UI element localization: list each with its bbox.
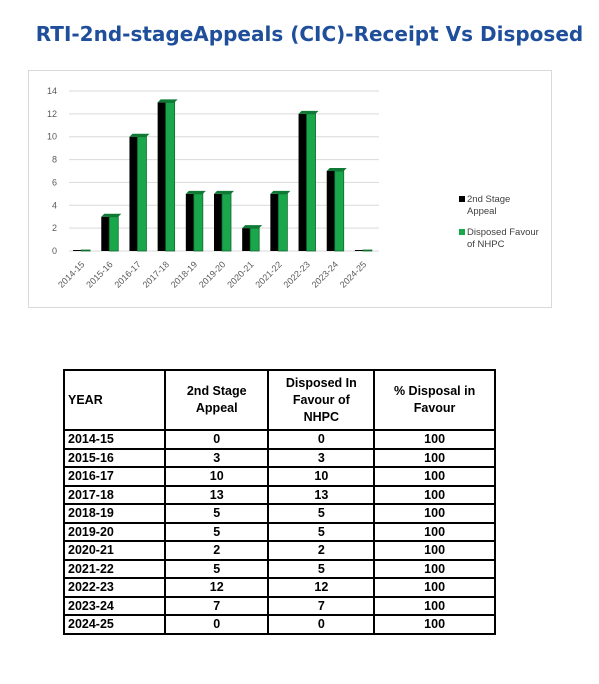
- cell-year: 2022-23: [64, 578, 165, 597]
- cell-value: 5: [165, 504, 268, 523]
- y-tick-label: 6: [51, 177, 57, 188]
- bar-top-cap: [242, 225, 262, 228]
- header-text-line: % Disposal in: [393, 384, 476, 398]
- table-row: [64, 615, 495, 634]
- header-text-line: NHPC: [303, 409, 340, 424]
- header-disposed: [268, 370, 374, 430]
- y-tick-label: 8: [51, 154, 57, 165]
- cell-value: 0: [165, 430, 268, 449]
- bar-series-1: [278, 194, 287, 251]
- cell-value: 5: [165, 523, 268, 542]
- table-header-row: [64, 370, 495, 430]
- bar-top-cap: [214, 191, 234, 194]
- cell-value: 13: [165, 486, 268, 505]
- bar-top-cap: [158, 99, 178, 102]
- table-row: [64, 504, 495, 523]
- x-tick-label: 2022-23: [281, 259, 312, 290]
- cell-value: 100: [374, 597, 495, 616]
- cell-value: 7: [165, 597, 268, 616]
- cell-year: 2020-21: [64, 541, 165, 560]
- bar-chart: [29, 71, 553, 309]
- x-tick-label: 2016-17: [112, 259, 143, 290]
- cell-value: 5: [268, 560, 374, 579]
- header-appeal: [165, 370, 268, 430]
- x-tick-label: 2014-15: [56, 259, 87, 290]
- x-tick-label: 2018-19: [168, 259, 200, 290]
- bar-top-cap: [327, 168, 347, 171]
- bar-top-cap: [270, 191, 290, 194]
- y-tick-label: 0: [51, 246, 57, 256]
- y-tick-label: 14: [46, 86, 57, 96]
- cell-year: 2021-22: [64, 560, 165, 579]
- cell-year: 2016-17: [64, 467, 165, 486]
- table-row: [64, 467, 495, 486]
- bar-top-cap: [101, 214, 121, 217]
- cell-value: 100: [374, 523, 495, 542]
- x-tick-label: 2024-25: [337, 259, 369, 290]
- cell-value: 5: [268, 504, 374, 523]
- table-row: [64, 449, 495, 468]
- bar-top-cap: [299, 111, 319, 114]
- table-row: [64, 541, 495, 560]
- bar-series-1: [250, 228, 259, 251]
- x-tick-label: 2023-24: [309, 259, 341, 290]
- bar-top-cap: [186, 191, 206, 194]
- cell-value: 2: [268, 541, 374, 560]
- x-tick-label: 2019-20: [196, 259, 228, 290]
- header-text-line: 2nd Stage: [186, 384, 247, 398]
- bar-series-1: [81, 250, 90, 251]
- header-text-line: Favour: [413, 401, 456, 415]
- cell-value: 0: [165, 615, 268, 634]
- page-title: RTI-2nd-stageAppeals (CIC)-Receipt Vs Disposed: [35, 22, 584, 46]
- legend-swatch: [459, 196, 465, 202]
- cell-year: 2015-16: [64, 449, 165, 468]
- cell-year: 2018-19: [64, 504, 165, 523]
- y-tick-label: 4: [51, 200, 57, 211]
- legend-label-line1: 2nd Stage: [467, 194, 511, 205]
- cell-year: 2023-24: [64, 597, 165, 616]
- legend-label-line2: of NHPC: [467, 239, 505, 250]
- cell-value: 3: [268, 449, 374, 468]
- cell-value: 100: [374, 578, 495, 597]
- bar-series-1: [109, 217, 118, 251]
- header-percent: [374, 370, 495, 430]
- cell-value: 100: [374, 449, 495, 468]
- cell-value: 12: [165, 578, 268, 597]
- cell-value: 0: [268, 430, 374, 449]
- cell-value: 100: [374, 615, 495, 634]
- chart-container: [28, 70, 552, 308]
- table-row: [64, 523, 495, 542]
- bar-series-1: [335, 171, 344, 251]
- table-row: [64, 486, 495, 505]
- cell-value: 100: [374, 560, 495, 579]
- table-body: [64, 430, 495, 634]
- cell-value: 12: [268, 578, 374, 597]
- bar-series-1: [363, 250, 372, 251]
- y-tick-label: 12: [46, 108, 57, 119]
- legend-label-line1: Disposed Favour: [467, 227, 539, 238]
- bar-series-1: [307, 114, 316, 251]
- bar-series-1: [166, 102, 175, 251]
- x-tick-label: 2015-16: [84, 259, 115, 290]
- legend-label-line2: Appeal: [467, 206, 497, 217]
- cell-value: 2: [165, 541, 268, 560]
- bar-series-1: [137, 137, 146, 251]
- header-text-line: Favour of: [292, 392, 350, 407]
- header-year: [64, 370, 165, 430]
- cell-value: 0: [268, 615, 374, 634]
- cell-value: 10: [268, 467, 374, 486]
- cell-value: 5: [268, 523, 374, 542]
- y-tick-label: 10: [46, 131, 57, 142]
- cell-value: 5: [165, 560, 268, 579]
- x-tick-label: 2020-21: [225, 259, 256, 290]
- cell-value: 100: [374, 504, 495, 523]
- cell-year: 2017-18: [64, 486, 165, 505]
- cell-year: 2024-25: [64, 615, 165, 634]
- cell-value: 100: [374, 430, 495, 449]
- cell-value: 13: [268, 486, 374, 505]
- header-text-line: Disposed In: [285, 375, 357, 390]
- x-tick-label: 2017-18: [140, 259, 172, 290]
- cell-value: 3: [165, 449, 268, 468]
- header-text-line: Appeal: [195, 401, 238, 415]
- bar-series-1: [222, 194, 231, 251]
- cell-value: 100: [374, 486, 495, 505]
- cell-value: 100: [374, 467, 495, 486]
- cell-value: 100: [374, 541, 495, 560]
- legend-swatch: [459, 229, 465, 235]
- table-row: [64, 597, 495, 616]
- table-row: [64, 578, 495, 597]
- bar-series-1: [194, 194, 203, 251]
- y-tick-label: 2: [51, 223, 57, 234]
- x-tick-label: 2021-22: [253, 259, 284, 290]
- table-row: [64, 430, 495, 449]
- cell-value: 7: [268, 597, 374, 616]
- bar-top-cap: [129, 134, 149, 137]
- table-row: [64, 560, 495, 579]
- cell-year: 2019-20: [64, 523, 165, 542]
- header-text-line: YEAR: [68, 392, 103, 407]
- cell-year: 2014-15: [64, 430, 165, 449]
- cell-value: 10: [165, 467, 268, 486]
- appeals-table: [63, 369, 496, 635]
